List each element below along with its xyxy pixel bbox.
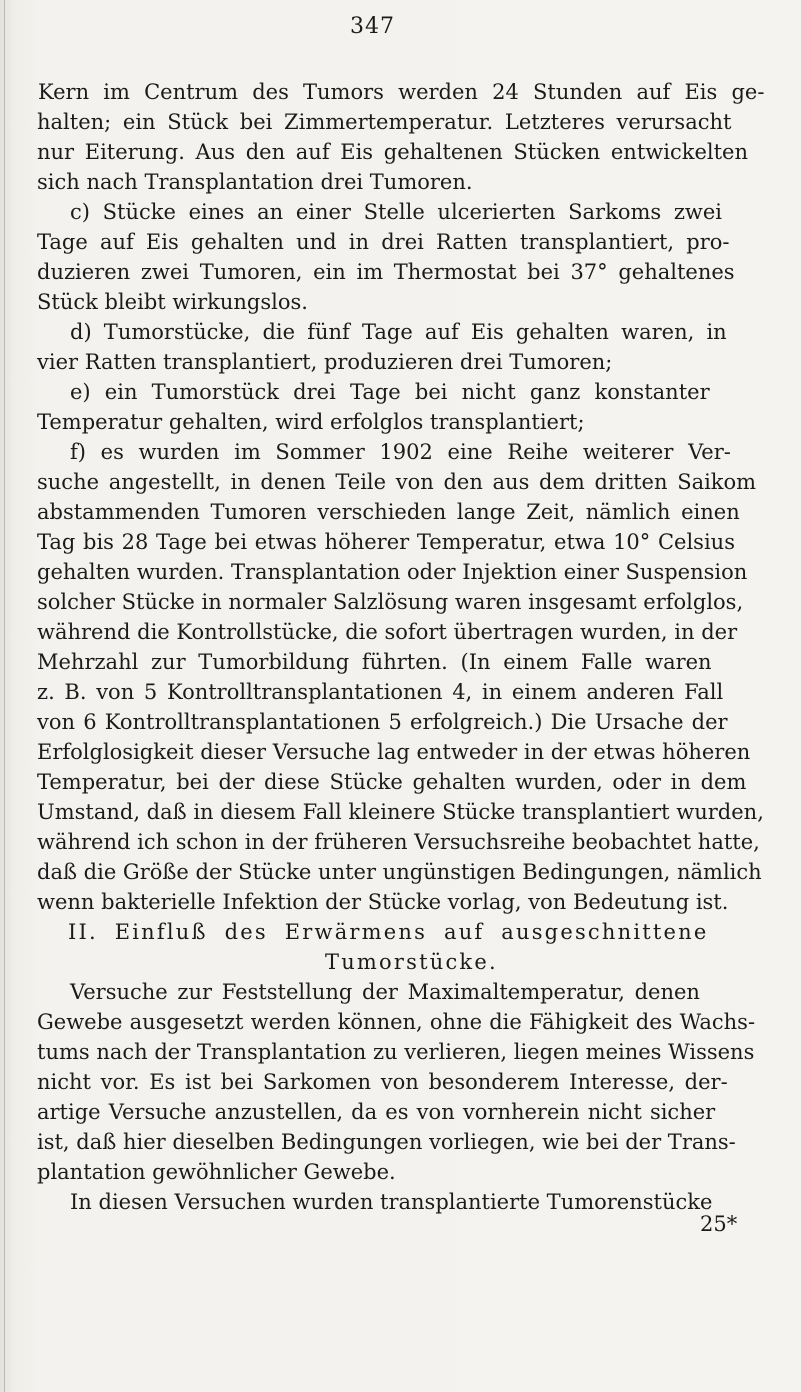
text-line: während ich schon in der früheren Versuchsreihe beobachtet hatte, [37, 830, 760, 854]
text-line: Erfolglosigkeit dieser Versuche lag entweder in der etwas höheren [37, 740, 751, 764]
text-line: suche angestellt, in denen Teile von den aus dem dritten Saikom [37, 470, 757, 494]
text-line: von 6 Kontrolltransplantationen 5 erfolgreich.) Die Ursache der [37, 710, 728, 734]
text-line: nur Eiterung. Aus den auf Eis gehaltenen Stücken entwickelten [37, 140, 748, 164]
text-line: c) Stücke eines an einer Stelle ulcerierten Sarkoms zwei [70, 200, 723, 224]
text-line: Stück bleibt wirkungslos. [37, 290, 308, 314]
text-line: Gewebe ausgesetzt werden können, ohne die Fähigkeit des Wachs- [37, 1010, 756, 1034]
text-line: Tage auf Eis gehalten und in drei Ratten transplantiert, pro- [37, 230, 730, 254]
signature-mark: 25* [700, 1212, 738, 1236]
text-line: e) ein Tumorstück drei Tage bei nicht ganz konstanter [70, 380, 710, 404]
text-line: tums nach der Transplantation zu verlieren, liegen meines Wissens [37, 1040, 755, 1064]
text-line: Temperatur, bei der diese Stücke gehalten wurden, oder in dem [37, 770, 747, 794]
text-line: halten; ein Stück bei Zimmertemperatur. Letzteres verursacht [37, 110, 732, 134]
text-line: solcher Stücke in normaler Salzlösung waren insgesamt erfolglos, [37, 590, 744, 614]
text-line: d) Tumorstücke, die fünf Tage auf Eis gehalten waren, in [70, 320, 727, 344]
text-line: Umstand, daß in diesem Fall kleinere Stücke transplantiert wurden, [37, 800, 764, 824]
section-heading-continued: Tumorstücke. [325, 950, 498, 974]
text-line: sich nach Transplantation drei Tumoren. [37, 170, 473, 194]
text-line: In diesen Versuchen wurden transplantierte Tumorenstücke [70, 1190, 713, 1214]
section-heading: II. Einfluß des Erwärmens auf ausgeschnittene [68, 920, 709, 944]
text-line: Temperatur gehalten, wird erfolglos transplantiert; [37, 410, 585, 434]
text-line: plantation gewöhnlicher Gewebe. [37, 1160, 396, 1184]
page-number: 347 [350, 14, 395, 39]
text-line: ist, daß hier dieselben Bedingungen vorliegen, wie bei der Trans- [37, 1130, 736, 1154]
text-line: duzieren zwei Tumoren, ein im Thermostat bei 37° gehaltenes [37, 260, 735, 284]
text-line: vier Ratten transplantiert, produzieren drei Tumoren; [37, 350, 613, 374]
text-line: nicht vor. Es ist bei Sarkomen von besonderem Interesse, der- [37, 1070, 728, 1094]
text-line: während die Kontrollstücke, die sofort übertragen wurden, in der [37, 620, 738, 644]
text-line: f) es wurden im Sommer 1902 eine Reihe weiterer Ver- [70, 440, 731, 464]
text-line: artige Versuche anzustellen, da es von vornherein nicht sicher [37, 1100, 716, 1124]
text-line: gehalten wurden. Transplantation oder Injektion einer Suspension [37, 560, 748, 584]
text-line: Tag bis 28 Tage bei etwas höherer Temperatur, etwa 10° Celsius [37, 530, 735, 554]
text-line: z. B. von 5 Kontrolltransplantationen 4, in einem anderen Fall [37, 680, 724, 704]
page-edge-shadow [4, 0, 5, 1392]
text-line: Mehrzahl zur Tumorbildung führten. (In einem Falle waren [37, 650, 712, 674]
text-line: Kern im Centrum des Tumors werden 24 Stunden auf Eis ge- [38, 80, 765, 104]
text-line: abstammenden Tumoren verschieden lange Zeit, nämlich einen [37, 500, 740, 524]
text-line: daß die Größe der Stücke unter ungünstigen Bedingungen, nämlich [37, 860, 762, 884]
text-line: wenn bakterielle Infektion der Stücke vorlag, von Bedeutung ist. [37, 890, 729, 914]
text-line: Versuche zur Feststellung der Maximaltemperatur, denen [70, 980, 700, 1004]
